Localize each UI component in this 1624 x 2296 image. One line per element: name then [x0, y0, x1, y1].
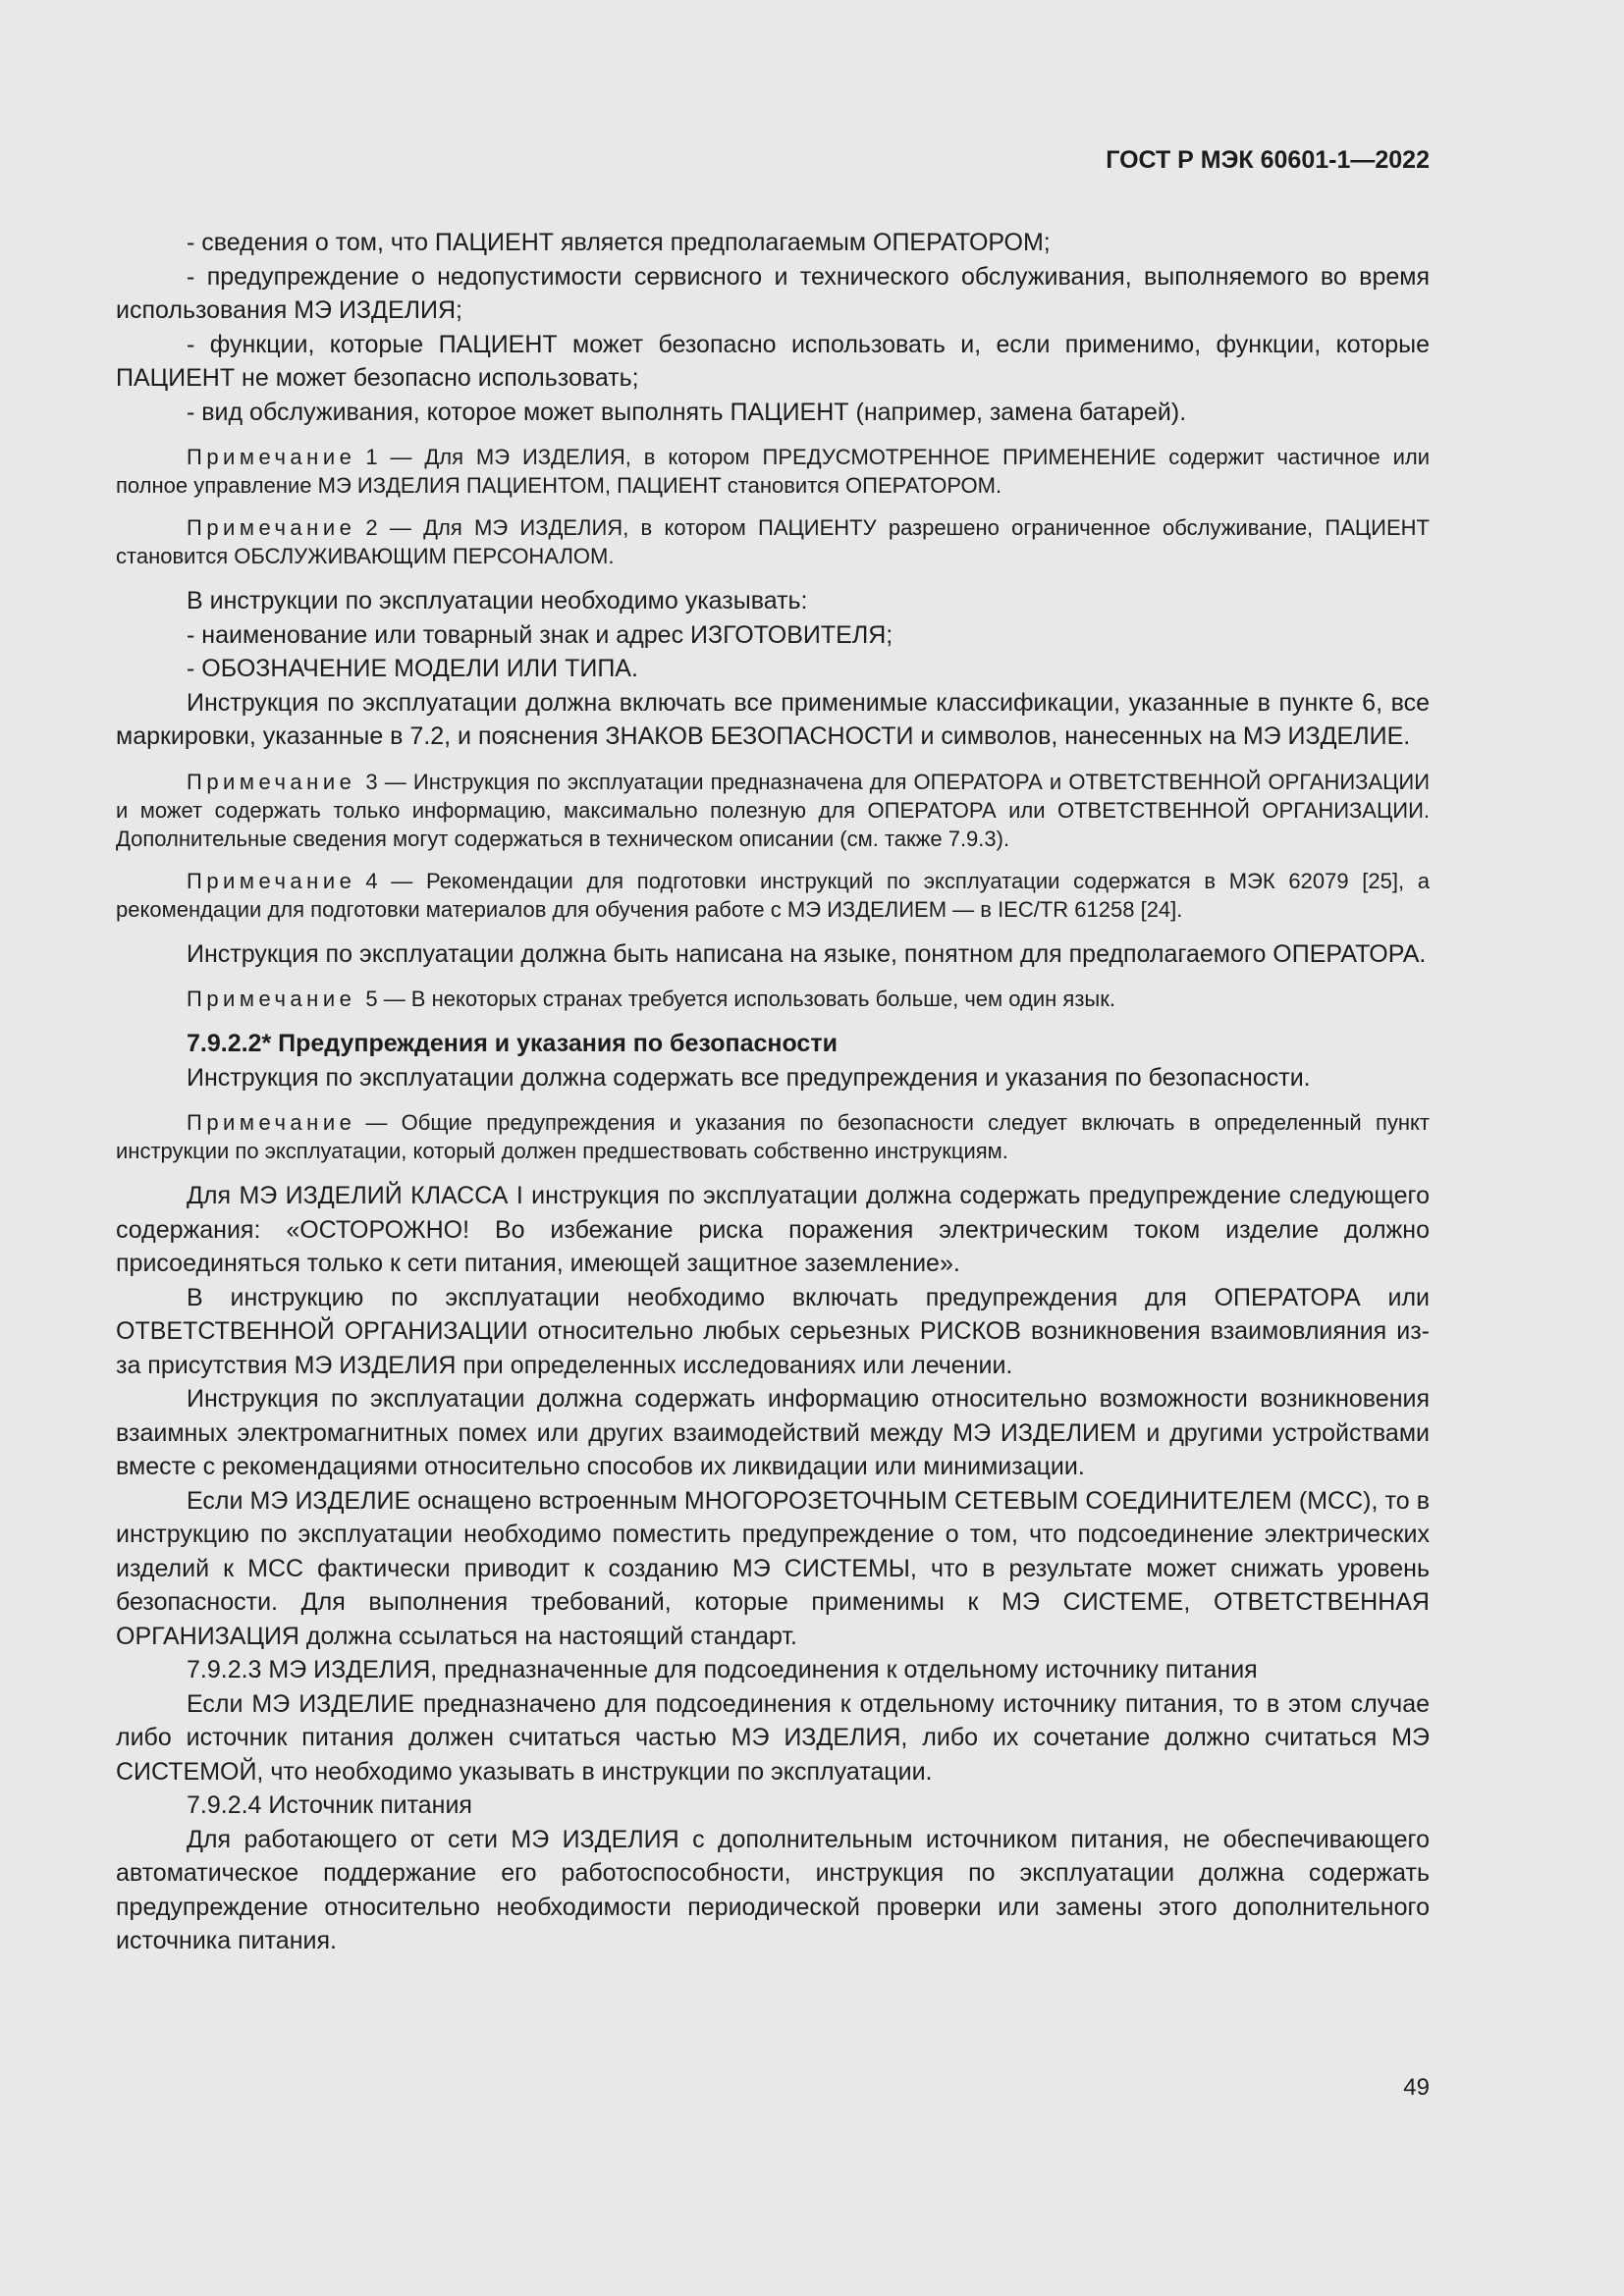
- note: [116, 985, 1430, 1013]
- note-label: Примечание: [187, 515, 356, 540]
- paragraph: - предупреждение о недопустимости сервисного и технического обслуживания, выполняемого во время использования МЭ ИЗДЕЛИЯ;: [116, 262, 1430, 324]
- paragraph: - вид обслуживания, которое может выполнять ПАЦИЕНТ (например, замена батарей).: [187, 398, 1187, 426]
- note: [116, 867, 1430, 924]
- note-text: 4 — Рекомендации для подготовки инструкций по эксплуатации содержатся в МЭК 62079 [25], а рекомендации для подготовки материалов для обучения работе с МЭ ИЗДЕЛИЕМ — в IEC/TR 61258 [24].: [116, 868, 1430, 922]
- paragraph: В инструкции по эксплуатации необходимо указывать:: [187, 587, 808, 614]
- note-label: Примечание: [187, 987, 356, 1011]
- note-label: Примечание: [187, 769, 356, 794]
- note: [116, 768, 1430, 853]
- paragraph: Инструкция по эксплуатации должна содержать все предупреждения и указания по безопасности.: [187, 1063, 1311, 1092]
- subsection-heading: 7.9.2.4 Источник питания: [187, 1791, 472, 1819]
- paragraph: Для работающего от сети МЭ ИЗДЕЛИЯ с дополнительным источником питания, не обеспечивающего автоматическое поддержание его работоспособности, инструкция по эксплуатации должна содержать предупреждение относительно необходимости периодической проверки или замены этого дополнительного источника питания.: [116, 1825, 1430, 1954]
- paragraph: Инструкция по эксплуатации должна содержать информацию относительно возможности возникновения взаимных электромагнитных помех или других взаимодействий между МЭ ИЗДЕЛИЕМ и другими устройствами вместе с рекомендациями относительно способов их ликвидации или минимизации.: [116, 1385, 1430, 1480]
- note-text: 1 — Для МЭ ИЗДЕЛИЯ, в котором ПРЕДУСМОТРЕННОЕ ПРИМЕНЕНИЕ содержит частичное или полное управление МЭ ИЗДЕЛИЯ ПАЦИЕНТОМ, ПАЦИЕНТ становится ОПЕРАТОРОМ.: [116, 445, 1430, 498]
- paragraph: Инструкция по эксплуатации должна быть написана на языке, понятном для предполагаемого ОПЕРАТОРА.: [187, 939, 1427, 968]
- note-label: Примечание: [187, 445, 356, 469]
- note-label: Примечание: [187, 868, 356, 893]
- note-text: 3 — Инструкция по эксплуатации предназначена для ОПЕРАТОРА и ОТВЕТСТВЕННОЙ ОРГАНИЗАЦИИ и может содержать только информацию, максимально полезную для ОПЕРАТОРА или ОТВЕТСТВЕННОЙ ОРГАНИЗАЦИИ. Дополнительные сведения могут содержаться в техническом описании (см. также 7.9.3).: [116, 769, 1430, 851]
- section-heading: 7.9.2.2* Предупреждения и указания по безопасности: [187, 1030, 838, 1057]
- paragraph: Инструкция по эксплуатации должна включать все применимые классификации, указанные в пункте 6, все маркировки, указанные в 7.2, и пояснения ЗНАКОВ БЕЗОПАСНОСТИ и символов, нанесенных на МЭ ИЗДЕЛИЕ.: [116, 688, 1430, 750]
- paragraph: - сведения о том, что ПАЦИЕНТ является предполагаемым ОПЕРАТОРОМ;: [187, 229, 1051, 256]
- document-code: ГОСТ Р МЭК 60601-1—2022: [1106, 146, 1430, 174]
- paragraph: Если МЭ ИЗДЕЛИЕ оснащено встроенным МНОГОРОЗЕТОЧНЫМ СЕТЕВЫМ СОЕДИНИТЕЛЕМ (МСС), то в инструкцию по эксплуатации необходимо поместить предупреждение о том, что подсоединение электрических изделий к МСС фактически приводит к созданию МЭ СИСТЕМЫ, что в результате может снижать уровень безопасности. Для выполнения требований, которые применимы к МЭ СИСТЕМЕ, ОТВЕТСТВЕННАЯ ОРГАНИЗАЦИЯ должна ссылаться на настоящий стандарт.: [116, 1486, 1430, 1650]
- paragraph: Для МЭ ИЗДЕЛИЙ КЛАССА I инструкция по эксплуатации должна содержать предупреждение следующего содержания: «ОСТОРОЖНО! Во избежание риска поражения электрическим током изделие должно присоединяться только к сети питания, имеющей защитное заземление».: [116, 1182, 1430, 1277]
- note: [116, 1108, 1430, 1165]
- paragraph: - наименование или товарный знак и адрес ИЗГОТОВИТЕЛЯ;: [187, 620, 893, 649]
- note-text: — Общие предупреждения и указания по безопасности следует включать в определенный пункт инструкции по эксплуатации, который должен предшествовать собственно инструкциям.: [116, 1110, 1430, 1163]
- note-text: 2 — Для МЭ ИЗДЕЛИЯ, в котором ПАЦИЕНТУ разрешено ограниченное обслуживание, ПАЦИЕНТ становится ОБСЛУЖИВАЮЩИМ ПЕРСОНАЛОМ.: [116, 515, 1430, 568]
- note: [116, 443, 1430, 500]
- page-number: 49: [1403, 2074, 1430, 2101]
- paragraph: Если МЭ ИЗДЕЛИЕ предназначено для подсоединения к отдельному источнику питания, то в этом случае либо источник питания должен считаться частью МЭ ИЗДЕЛИЯ, либо их сочетание должно считаться МЭ СИСТЕМОЙ, что необходимо указывать в инструкции по эксплуатации.: [116, 1689, 1430, 1786]
- subsection-heading: 7.9.2.3 МЭ ИЗДЕЛИЯ, предназначенные для подсоединения к отдельному источнику питания: [187, 1656, 1258, 1683]
- paragraph: - функции, которые ПАЦИЕНТ может безопасно использовать и, если применимо, функции, которые ПАЦИЕНТ не может безопасно использовать;: [116, 330, 1430, 392]
- note-text: 5 — В некоторых странах требуется использовать больше, чем один язык.: [365, 987, 1115, 1011]
- note: [116, 513, 1430, 570]
- paragraph: - ОБОЗНАЧЕНИЕ МОДЕЛИ ИЛИ ТИПА.: [187, 655, 638, 682]
- note-label: Примечание: [187, 1110, 356, 1135]
- paragraph: В инструкцию по эксплуатации необходимо включать предупреждения для ОПЕРАТОРА или ОТВЕТСТВЕННОЙ ОРГАНИЗАЦИИ относительно любых серьезных РИСКОВ возникновения взаимовлияния из-за присутствия МЭ ИЗДЕЛИЯ при определенных исследованиях или лечении.: [116, 1283, 1430, 1379]
- document-page: [116, 145, 1430, 1958]
